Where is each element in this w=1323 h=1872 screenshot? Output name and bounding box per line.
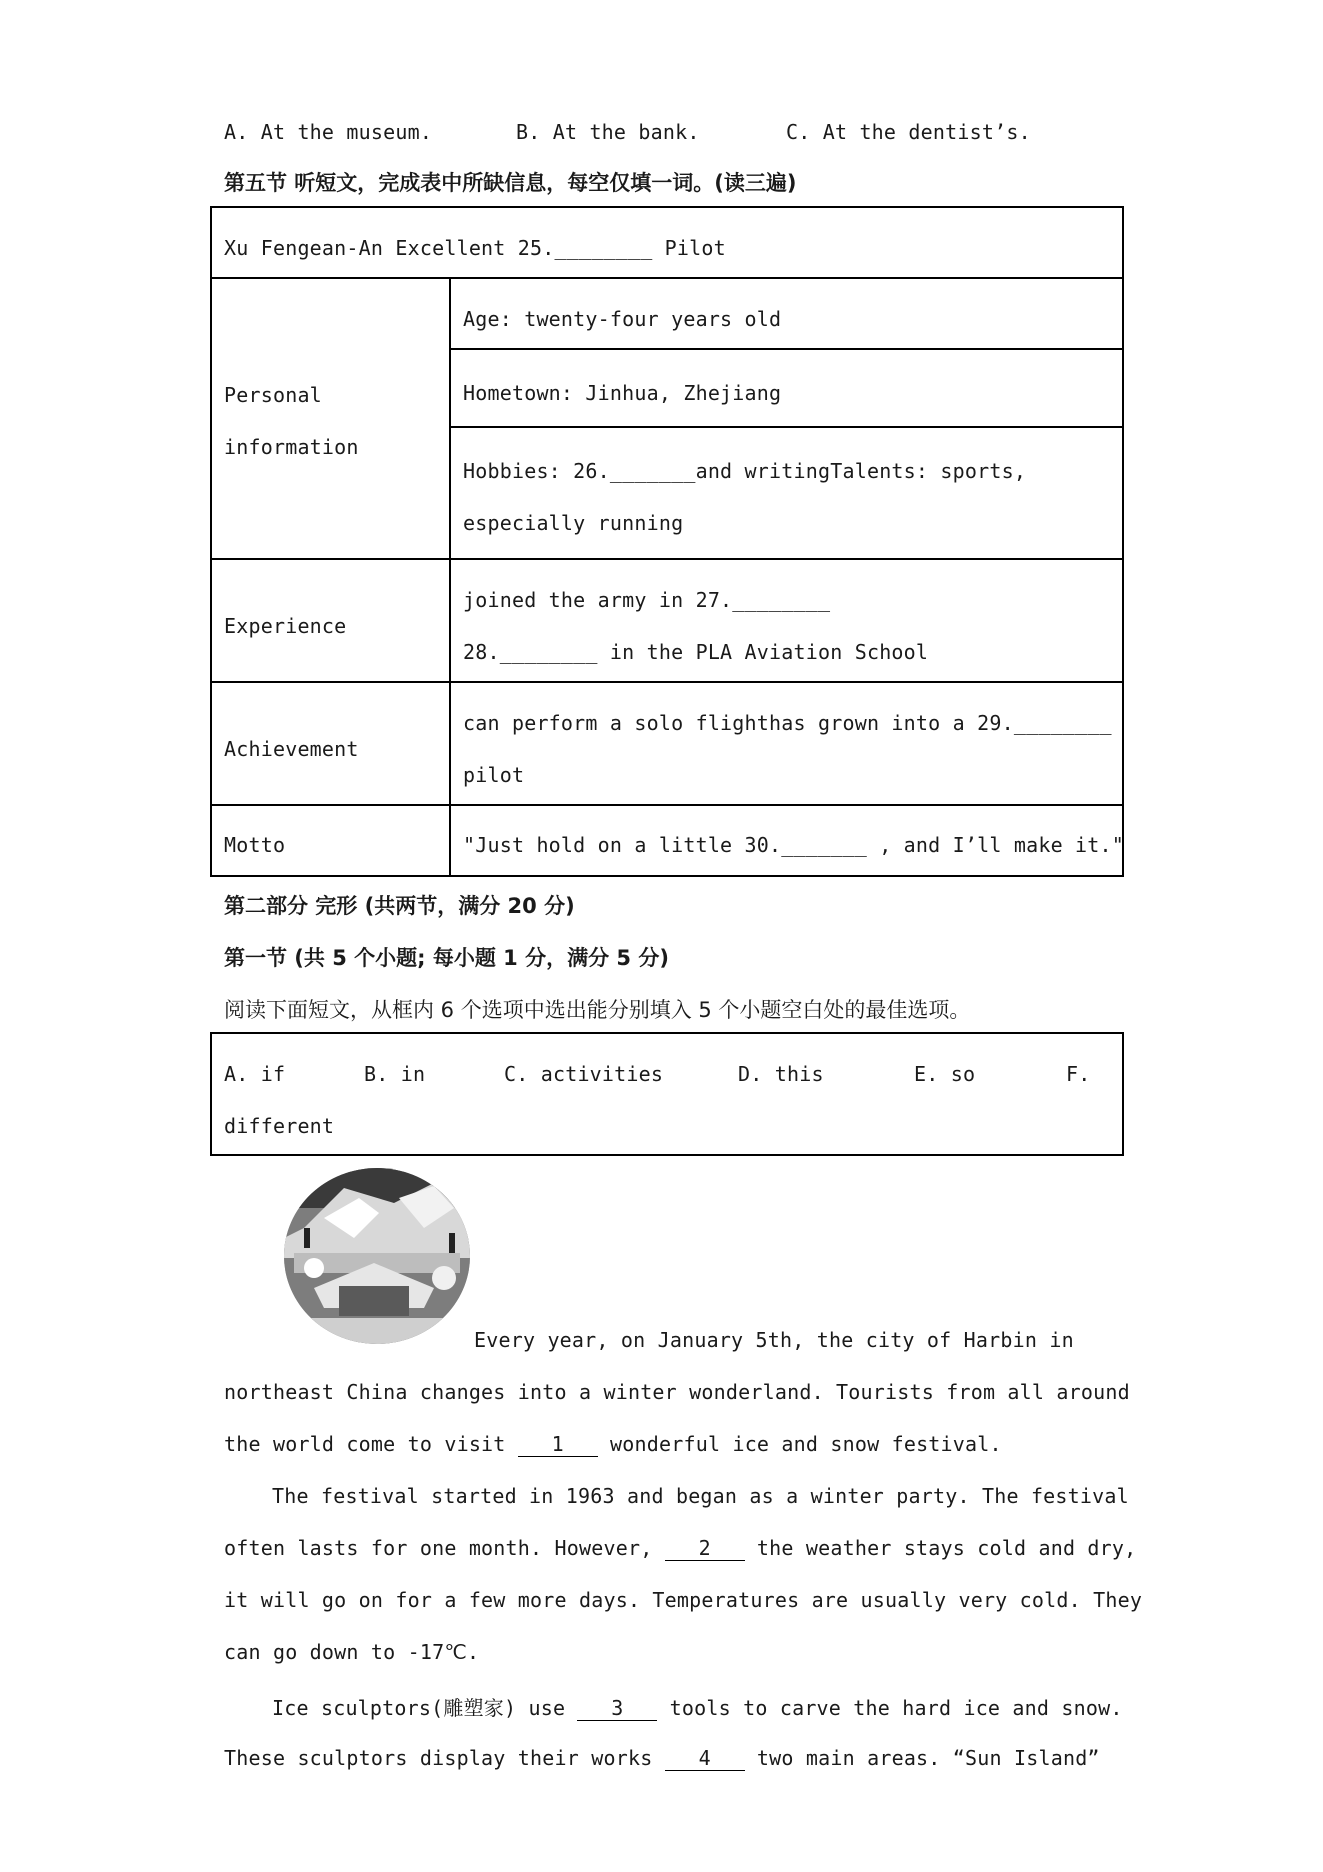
option-c: C. At the dentist’s.: [786, 120, 1031, 144]
motto-cell: "Just hold on a little 30._______ , and I’ll make it.": [463, 833, 1125, 857]
choice-a: A. if: [224, 1062, 286, 1086]
achievement-line1: can perform a solo flighthas grown into a 29.________: [463, 711, 1112, 735]
blank-1[interactable]: 1: [518, 1432, 598, 1457]
choice-e: E. so: [914, 1062, 976, 1086]
choice-b: B. in: [364, 1062, 426, 1086]
hobbies-cell-line1: Hobbies: 26._______and writingTalents: sports,: [463, 459, 1027, 483]
age-cell: Age: twenty-four years old: [463, 307, 782, 331]
blank-2[interactable]: 2: [665, 1536, 745, 1561]
experience-line1: joined the army in 27.________: [463, 588, 831, 612]
personal-label-line2: information: [224, 435, 359, 459]
motto-label: Motto: [224, 833, 286, 857]
passage-line-7: can go down to -17℃.: [224, 1640, 480, 1664]
passage-line-4: The festival started in 1963 and began as a winter party. The festival: [272, 1484, 1129, 1508]
passage-line-3: the world come to visit 1 wonderful ice and snow festival.: [224, 1432, 1002, 1456]
passage-line-9: These sculptors display their works 4 two main areas. “Sun Island”: [224, 1746, 1100, 1770]
hobbies-cell-line2: especially running: [463, 511, 684, 535]
experience-label: Experience: [224, 614, 347, 638]
choice-f-label: F.: [1066, 1062, 1091, 1086]
instruction-text: 阅读下面短文，从框内 6 个选项中选出能分别填入 5 个小题空白处的最佳选项。: [224, 998, 971, 1022]
hometown-cell: Hometown: Jinhua, Zhejiang: [463, 381, 782, 405]
experience-line2: 28.________ in the PLA Aviation School: [463, 640, 929, 664]
blank-4[interactable]: 4: [665, 1746, 745, 1771]
achievement-label: Achievement: [224, 737, 359, 761]
passage-line-2: northeast China changes into a winter wonderland. Tourists from all around: [224, 1380, 1130, 1404]
harbin-ice-festival-photo: [284, 1168, 470, 1344]
section1-heading: 第一节 (共 5 个小题; 每小题 1 分，满分 5 分): [224, 946, 669, 970]
passage-line-5: often lasts for one month. However, 2 the weather stays cold and dry,: [224, 1536, 1137, 1560]
blank-3[interactable]: 3: [577, 1696, 657, 1721]
choice-d: D. this: [738, 1062, 824, 1086]
choice-c: C. activities: [504, 1062, 664, 1086]
table-title: Xu Fengean-An Excellent 25.________ Pilot: [224, 236, 726, 260]
passage-line-1: Every year, on January 5th, the city of Harbin in: [474, 1328, 1074, 1352]
personal-label-line1: Personal: [224, 383, 322, 407]
option-a: A. At the museum.: [224, 120, 433, 144]
passage-line-8: Ice sculptors(雕塑家) use 3 tools to carve the hard ice and snow.: [272, 1696, 1123, 1720]
section5-heading: 第五节 听短文，完成表中所缺信息，每空仅填一词。(读三遍): [224, 171, 797, 195]
choice-f-text: different: [224, 1114, 335, 1138]
option-b: B. At the bank.: [516, 120, 700, 144]
achievement-line2: pilot: [463, 763, 525, 787]
passage-line-6: it will go on for a few more days. Temperatures are usually very cold. They: [224, 1588, 1143, 1612]
part2-heading: 第二部分 完形 (共两节，满分 20 分): [224, 894, 575, 918]
